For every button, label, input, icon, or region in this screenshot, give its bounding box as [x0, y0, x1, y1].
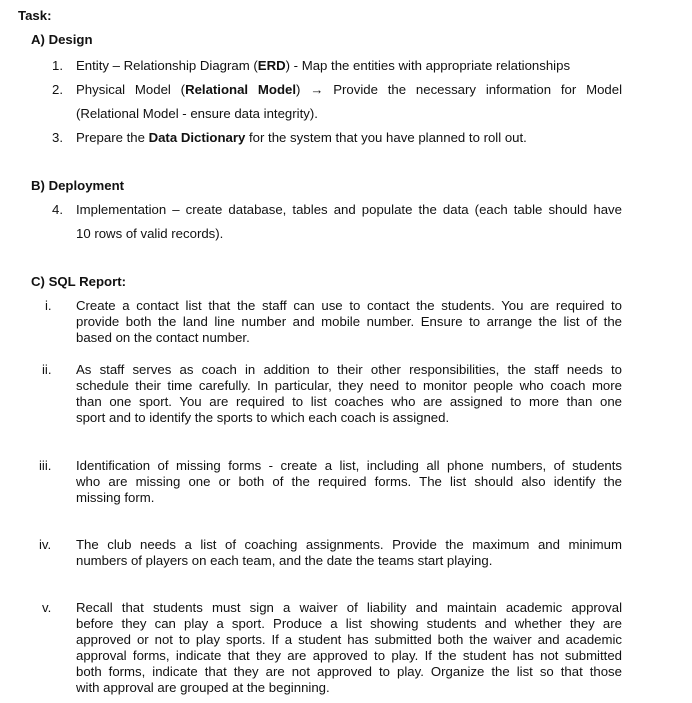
item-2-continuation: (Relational Model - ensure data integrity).: [76, 106, 318, 121]
item-1-text: Entity – Relationship Diagram (ERD) - Map the entities with appropriate relationships: [76, 58, 571, 73]
item-ii-text: As staff serves as coach in addition to their other responsibilities, the staff needs to schedule their time carefully. In particular, they need to monitor people who coach more than one sport. You are required to list coaches who are assigned to more than one sport and to identify the sports to which each coach is assigned.: [76, 362, 622, 425]
item-1-number: 1.: [52, 58, 63, 73]
item-v-text: Recall that students must sign a waiver of liability and maintain academic approval before they can play a sport. Produce a list showing students and whether they are approved or not to play sports. If a student has submitted both the waiver and academic approval forms, indicate that they are approved to play. If the student has not submitted both forms, indicate that they are not approved to play. Organize the list so that those with approval are grouped at the beginning.: [76, 600, 622, 695]
item-iii-text: Identification of missing forms - create a list, including all phone numbers, of students who are missing one or both of the required forms. The list should also identify the missing form.: [76, 458, 622, 505]
task-heading: Task:: [18, 8, 52, 23]
item-i-number: i.: [45, 298, 52, 313]
item-4-text-line2: 10 rows of valid records).: [76, 226, 224, 241]
item-v-number: v.: [42, 600, 52, 615]
item-ii-number: ii.: [42, 362, 52, 377]
item-4-text-line1: Implementation – create database, tables and populate the data (each table should have: [76, 202, 622, 217]
item-3-number: 3.: [52, 130, 63, 145]
item-iii-number: iii.: [39, 458, 52, 473]
item-2-number: 2.: [52, 82, 63, 97]
item-3-text: Prepare the Data Dictionary for the system that you have planned to roll out.: [76, 130, 527, 145]
item-iv-number: iv.: [39, 537, 52, 552]
section-a-heading: A) Design: [31, 32, 93, 47]
item-4-number: 4.: [52, 202, 63, 217]
section-c-heading: C) SQL Report:: [31, 274, 126, 289]
section-b-heading: B) Deployment: [31, 178, 125, 193]
item-2-text: Physical Model (Relational Model) → Provide the necessary information for Model: [76, 82, 623, 97]
item-i-text: Create a contact list that the staff can use to contact the students. You are required to provide both the land line number and mobile number. Ensure to arrange the list of the based on the contact number.: [76, 298, 622, 345]
item-iv-text: The club needs a list of coaching assignments. Provide the maximum and minimum numbers of players on each team, and the date the teams start playing.: [76, 537, 622, 568]
